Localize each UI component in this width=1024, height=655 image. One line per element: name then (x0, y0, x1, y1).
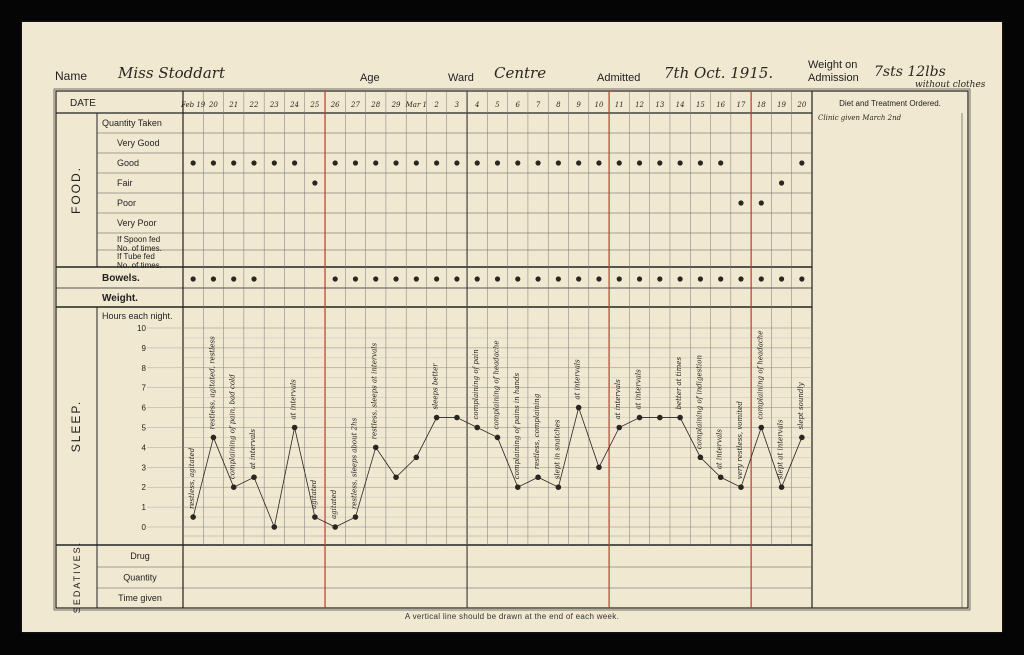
bowels-dot (333, 276, 338, 281)
food-dot (718, 160, 723, 165)
sleep-point (677, 415, 683, 421)
date-label: 20 (208, 101, 218, 109)
bowels-dot (353, 276, 358, 281)
bowels-dot (373, 276, 378, 281)
sleep-point (779, 484, 785, 490)
sleep-tick-label: 3 (141, 463, 146, 473)
sleep-tick-label: 2 (141, 483, 146, 493)
food-dot (738, 200, 743, 205)
sleep-point (251, 474, 257, 480)
bowels-dot (596, 276, 601, 281)
food-row-label: If Spoon fed (117, 235, 161, 244)
bowels-dot (515, 276, 520, 281)
sleep-tick-label: 8 (141, 363, 146, 373)
sedatives-section-label: SEDATIVES. (72, 540, 82, 614)
sleep-note: at intervals (289, 379, 298, 420)
food-dot (657, 160, 662, 165)
bowels-dot (779, 276, 784, 281)
sleep-note: slept at intervals (776, 419, 785, 480)
sleep-note: slept in snatches (553, 419, 562, 480)
sleep-point (637, 415, 643, 421)
sleep-point (373, 445, 379, 451)
date-label: 8 (556, 101, 561, 109)
sleep-note: restless, agitated, restless (208, 336, 217, 430)
food-section-label: FOOD. (69, 166, 83, 214)
food-dot (678, 160, 683, 165)
sleep-note: complaining of pain (472, 349, 481, 420)
sleep-tick-label: 6 (141, 403, 146, 413)
bowels-dot (617, 276, 622, 281)
sleep-point (292, 425, 298, 431)
food-dot (698, 160, 703, 165)
food-dot (779, 180, 784, 185)
date-label: 25 (310, 101, 320, 109)
sleep-note: complaining of headache (492, 340, 501, 430)
sleep-note: at intervals (614, 379, 623, 420)
sleep-point (353, 514, 359, 520)
weight-label-1: Weight on (808, 59, 858, 71)
bowels-dot (211, 276, 216, 281)
sleep-note: at intervals (573, 359, 582, 400)
sleep-point (332, 524, 338, 530)
food-dot (475, 160, 480, 165)
ward-label: Ward (448, 72, 474, 84)
sedative-row-label: Drug (130, 551, 150, 561)
sleep-note: agitated (330, 489, 339, 519)
food-dot (191, 160, 196, 165)
bowels-dot (191, 276, 196, 281)
sleep-point (454, 415, 460, 421)
food-dot (414, 160, 419, 165)
sleep-point (718, 474, 724, 480)
sleep-point (738, 484, 744, 490)
sleep-tick-label: 0 (141, 523, 146, 532)
weight-label-2: Admission (808, 72, 859, 84)
sleep-point (474, 425, 480, 431)
sleep-note: restless, sleeps about 2hs (350, 417, 359, 510)
date-header: DATE (70, 98, 96, 109)
bowels-dot (718, 276, 723, 281)
sleep-tick-label: 9 (141, 343, 146, 353)
bowels-dot (434, 276, 439, 281)
date-label: 4 (474, 101, 480, 109)
food-row-label: Quantity Taken (102, 118, 162, 128)
food-dot (373, 160, 378, 165)
sleep-point (190, 514, 196, 520)
bowels-dot (393, 276, 398, 281)
food-row-label: No. of times. (117, 261, 162, 270)
bowels-dot (698, 276, 703, 281)
date-label: 23 (269, 101, 279, 109)
date-label: Mar 1 (405, 101, 428, 109)
sleep-tick-label: 1 (141, 503, 146, 513)
date-label: 20 (797, 101, 807, 109)
food-dot (292, 160, 297, 165)
sleep-tick-label: 5 (141, 423, 146, 433)
sleep-note: complaining of pain, bad cold (228, 374, 237, 480)
bowels-dot (637, 276, 642, 281)
date-label: 21 (229, 101, 239, 109)
sleep-point (434, 415, 440, 421)
date-label: 26 (330, 101, 340, 109)
bowels-dot (414, 276, 419, 281)
sleep-point (515, 484, 521, 490)
sleep-point (231, 484, 237, 490)
sleep-point (576, 405, 582, 411)
date-label: 3 (454, 101, 460, 109)
age-label: Age (360, 72, 380, 84)
sleep-note: restless, sleeps at intervals (370, 342, 379, 440)
food-row-label: Fair (117, 178, 133, 188)
sleep-point (312, 514, 318, 520)
admitted-value: 7th Oct. 1915. (664, 64, 774, 82)
sleep-note: at intervals (715, 429, 724, 470)
footer-note: A vertical line should be drawn at the end of each week. (404, 612, 620, 621)
date-label: 19 (777, 101, 787, 109)
sleep-point (495, 435, 501, 441)
date-label: 14 (675, 101, 685, 109)
bowels-dot (454, 276, 459, 281)
date-label: 27 (351, 101, 360, 109)
food-row-label: Very Good (117, 138, 160, 148)
sleep-tick-label: 10 (137, 324, 146, 333)
sleep-point (698, 455, 704, 461)
sleep-note: slept soundly (796, 382, 805, 430)
weight-value: 7sts 12lbs (874, 64, 946, 80)
bowels-label: Bowels. (102, 273, 140, 284)
date-label: 24 (290, 101, 300, 109)
food-row-label: Good (117, 158, 140, 168)
food-dot (353, 160, 358, 165)
bowels-dot (799, 276, 804, 281)
table-outer-frame (54, 89, 970, 610)
date-label: 13 (655, 101, 665, 109)
sleep-point (758, 425, 764, 431)
food-row-label: If Tube fed (117, 252, 155, 261)
ward-value: Centre (494, 64, 547, 82)
food-dot (312, 180, 317, 185)
food-dot (251, 160, 256, 165)
food-dot (272, 160, 277, 165)
diet-header: Diet and Treatment Ordered. (839, 99, 941, 108)
table-frame (56, 91, 968, 608)
food-dot (596, 160, 601, 165)
date-label: 2 (434, 101, 439, 109)
food-row-label: No. of times. (117, 244, 162, 253)
date-label: 18 (756, 101, 766, 109)
sleep-point (556, 484, 562, 490)
weight-label: Weight. (102, 293, 138, 304)
food-dot (211, 160, 216, 165)
sleep-tick-label: 7 (141, 383, 146, 393)
food-dot (759, 200, 764, 205)
sleep-point (393, 474, 399, 480)
sleep-point (616, 425, 622, 431)
diet-note: Clinic given March 2nd (818, 114, 902, 122)
sedative-row-label: Quantity (123, 572, 157, 583)
sleep-note: complaining of headache (756, 330, 765, 420)
sleep-section-label: SLEEP. (69, 399, 83, 453)
sleep-point (272, 524, 278, 530)
food-dot (637, 160, 642, 165)
bowels-dot (576, 276, 581, 281)
date-label: Feb 19 (181, 101, 206, 109)
chart-card (22, 22, 1002, 632)
food-dot (495, 160, 500, 165)
sleep-point (596, 465, 602, 471)
date-label: 7 (535, 101, 541, 109)
date-label: 28 (371, 101, 381, 109)
food-row-label: Very Poor (117, 218, 157, 228)
food-dot (576, 160, 581, 165)
sleep-tick-label: 4 (141, 443, 146, 453)
date-label: 9 (576, 101, 581, 109)
food-dot (617, 160, 622, 165)
sleep-note: agitated (309, 479, 318, 510)
food-dot (535, 160, 540, 165)
date-label: 17 (736, 101, 746, 109)
food-dot (333, 160, 338, 165)
date-label: 6 (515, 101, 521, 109)
date-label: 5 (495, 101, 500, 109)
food-dot (434, 160, 439, 165)
bowels-dot (738, 276, 743, 281)
sleep-note: complaining of pains in hands (512, 372, 521, 480)
admitted-label: Admitted (597, 72, 641, 84)
bowels-dot (475, 276, 480, 281)
date-label: 16 (716, 101, 726, 109)
date-label: 15 (695, 101, 705, 109)
date-label: 29 (391, 101, 401, 109)
sleep-note: sleeps better (431, 363, 440, 410)
date-label: 22 (249, 101, 259, 109)
sleep-note: better at times (675, 356, 684, 410)
sleep-note: very restless, vomited (735, 401, 744, 480)
bowels-dot (251, 276, 256, 281)
sleep-note: at intervals (634, 369, 643, 410)
bowels-dot (678, 276, 683, 281)
sleep-note: complaining of indigestion (695, 354, 704, 450)
date-label: 10 (594, 101, 604, 109)
sleep-point (657, 415, 663, 421)
food-row-label: Poor (117, 198, 137, 208)
date-label: 12 (635, 101, 644, 109)
food-dot (799, 160, 804, 165)
name-value: Miss Stoddart (118, 64, 225, 82)
sleep-note: restless, agitated (188, 447, 197, 510)
bowels-dot (535, 276, 540, 281)
food-dot (231, 160, 236, 165)
sleep-point (211, 435, 217, 441)
food-dot (454, 160, 459, 165)
bowels-dot (657, 276, 662, 281)
weight-note: without clothes (915, 80, 986, 90)
food-dot (556, 160, 561, 165)
date-label: 11 (614, 101, 624, 109)
name-label: Name (55, 69, 88, 83)
sleep-point (799, 435, 805, 441)
bowels-dot (231, 276, 236, 281)
food-dot (393, 160, 398, 165)
sedative-row-label: Time given (118, 593, 162, 603)
patient-chart-grid (22, 22, 1002, 632)
bowels-dot (495, 276, 500, 281)
sleep-point (535, 474, 541, 480)
food-dot (515, 160, 520, 165)
bowels-dot (556, 276, 561, 281)
sleep-point (414, 455, 420, 461)
sleep-note: at intervals (249, 429, 258, 470)
sleep-hours-header: Hours each night. (102, 311, 173, 321)
sleep-note: restless, complaining (533, 393, 542, 470)
bowels-dot (759, 276, 764, 281)
